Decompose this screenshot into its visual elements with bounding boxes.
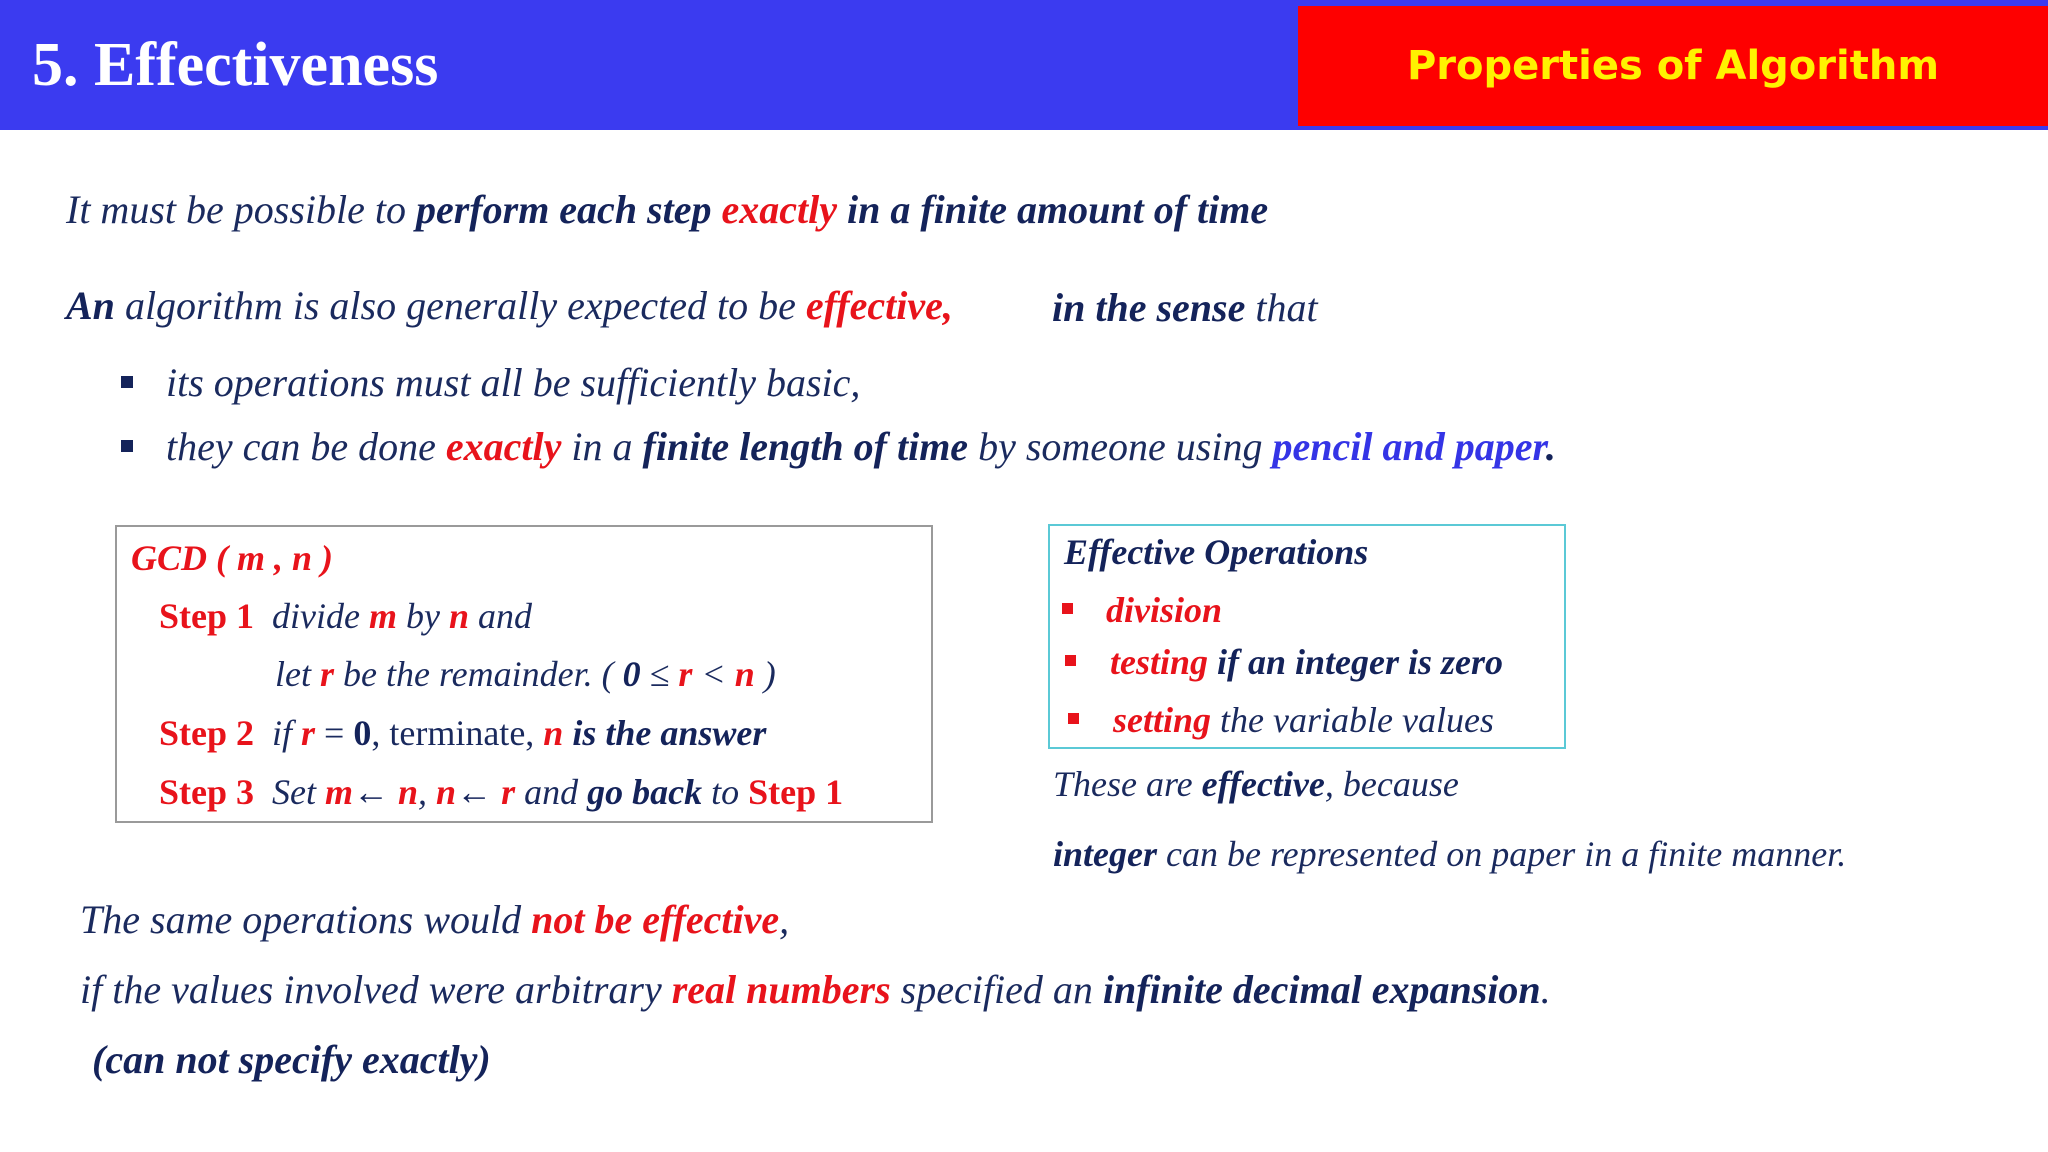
header-tag — [1298, 6, 2048, 126]
text: ≤ — [640, 654, 679, 694]
text: It must be possible to — [66, 187, 416, 232]
text: in a — [561, 424, 643, 469]
bullet-square-icon — [1062, 603, 1073, 614]
gcd-title — [131, 536, 333, 580]
text: The same operations would — [80, 897, 532, 942]
text: integer — [1053, 834, 1157, 874]
text: m — [325, 772, 354, 812]
text: setting — [1113, 700, 1212, 740]
text: in the sense — [1052, 285, 1246, 330]
text: and — [515, 772, 588, 812]
text: go back — [587, 772, 703, 812]
arrow-left-icon: ← — [456, 772, 502, 812]
closing-line-3 — [92, 1036, 491, 1084]
gcd-step-2 — [159, 711, 766, 755]
bullet-item-2 — [166, 423, 1556, 471]
text: by someone using — [968, 424, 1273, 469]
text: (can not specify exactly) — [92, 1037, 491, 1082]
step-label: Step 3 — [159, 772, 255, 812]
text: in a finite amount of time — [837, 187, 1269, 232]
intro-line-2-tail — [1052, 284, 1318, 332]
effective-operations-title — [1064, 530, 1368, 574]
effective-op-division — [1106, 588, 1222, 632]
text: they can be done — [166, 424, 446, 469]
bullet-square-icon — [121, 440, 133, 452]
text: n — [543, 713, 564, 753]
text: < — [692, 654, 735, 694]
text: Effective Operations — [1064, 532, 1369, 572]
text: effective — [1201, 764, 1325, 804]
text: infinite decimal expansion — [1102, 967, 1541, 1012]
text: Set — [272, 772, 325, 812]
text: exactly — [721, 187, 837, 232]
text: and — [469, 596, 533, 636]
text: . — [1540, 967, 1551, 1012]
header-tag-label: Properties of Algorithm — [1406, 43, 1939, 89]
text: Step 1 — [748, 772, 844, 812]
text: r — [678, 654, 693, 694]
text: divide — [272, 596, 369, 636]
text: n — [448, 596, 470, 636]
text: , — [779, 897, 790, 942]
bullet-square-icon — [121, 376, 133, 388]
text: pencil and paper — [1272, 424, 1546, 469]
bullet-item-1: its operations must all be sufficiently basic, — [166, 360, 861, 405]
text: if the values involved were arbitrary — [80, 967, 672, 1012]
text: effective, — [805, 283, 953, 328]
text: algorithm is also generally expected to be — [114, 283, 806, 328]
closing-line-1 — [80, 896, 789, 944]
closing-line-2 — [80, 966, 1551, 1014]
because-line-2 — [1053, 832, 1846, 876]
text: n — [734, 654, 755, 694]
because-line-1 — [1053, 762, 1459, 806]
text: by — [397, 596, 449, 636]
text: can be represented on paper in a finite manner. — [1157, 834, 1847, 874]
bullet-square-icon — [1068, 713, 1079, 724]
text: m — [368, 596, 397, 636]
text: division — [1106, 590, 1223, 630]
text: These are — [1053, 764, 1202, 804]
text: , — [418, 772, 437, 812]
text: that — [1245, 285, 1318, 330]
effective-op-testing — [1110, 640, 1503, 684]
text: n — [398, 772, 419, 812]
text: to — [702, 772, 749, 812]
text: , because — [1324, 764, 1459, 804]
text: if an integer is zero — [1208, 642, 1504, 682]
slide-title: 5. Effectiveness — [32, 31, 439, 99]
intro-line-2 — [66, 282, 953, 330]
text: , terminate, — [371, 713, 544, 753]
text: not be effective — [531, 897, 780, 942]
text: r — [301, 713, 316, 753]
text: be the remainder. ( — [334, 654, 623, 694]
text: testing — [1110, 642, 1209, 682]
text: 0 — [353, 713, 372, 753]
text: ) — [754, 654, 776, 694]
effective-op-setting — [1113, 698, 1494, 742]
text: specified an — [890, 967, 1103, 1012]
intro-line-1 — [66, 186, 1268, 234]
bullet-square-icon — [1065, 655, 1076, 666]
text: if — [272, 713, 302, 753]
text: is the answer — [563, 713, 767, 753]
gcd-step-1 — [159, 594, 532, 638]
gcd-step-1-cont — [275, 652, 776, 696]
text: real numbers — [671, 967, 891, 1012]
text: perform each step — [415, 187, 722, 232]
step-label: Step 1 — [159, 596, 255, 636]
text: the variable values — [1211, 700, 1494, 740]
text: n — [436, 772, 457, 812]
text: = — [315, 713, 354, 753]
arrow-left-icon: ← — [353, 772, 399, 812]
gcd-step-3 — [159, 770, 843, 814]
text: exactly — [445, 424, 562, 469]
text: r — [319, 654, 334, 694]
text: 0 — [622, 654, 641, 694]
text: r — [501, 772, 516, 812]
text: . — [1545, 424, 1556, 469]
text: GCD ( m , n ) — [131, 538, 334, 578]
text: let — [275, 654, 320, 694]
text: An — [66, 283, 115, 328]
text: finite length of time — [642, 424, 969, 469]
step-label: Step 2 — [159, 713, 255, 753]
